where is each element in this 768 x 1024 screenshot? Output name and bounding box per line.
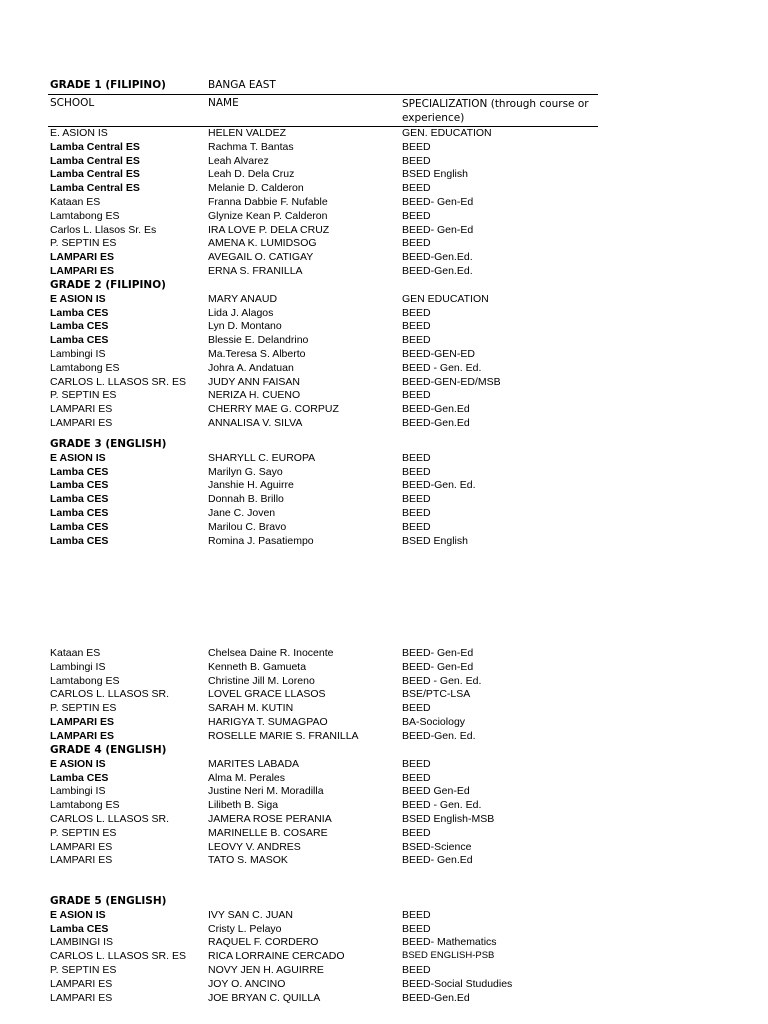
name-cell: RAQUEL F. CORDERO: [208, 936, 319, 949]
school-cell: LAMPARI ES: [50, 854, 113, 867]
school-cell: Lamba Central ES: [50, 168, 140, 181]
specialization-cell: BEED: [402, 908, 431, 921]
table-row: [48, 465, 600, 479]
specialization-cell: BEED-Gen.Ed.: [402, 265, 473, 277]
school-cell: E ASION IS: [50, 908, 106, 921]
specialization-cell: BEED-Gen.Ed: [402, 403, 470, 416]
school-cell: Lamba Central ES: [50, 154, 140, 167]
specialization-cell: BSE/PTC-LSA: [402, 688, 471, 701]
table-row: [48, 478, 600, 492]
name-cell: Lida J. Alagos: [208, 306, 274, 319]
table-row: [48, 674, 600, 688]
name-cell: ANNALISA V. SILVA: [208, 417, 303, 429]
school-cell: Lamba Central ES: [50, 140, 140, 153]
name-cell: NERIZA H. CUENO: [208, 389, 301, 402]
specialization-cell: BEED: [402, 154, 431, 167]
specialization-cell: BEED: [402, 826, 431, 839]
name-cell: Leah D. Dela Cruz: [208, 168, 295, 181]
table-row: [48, 977, 600, 991]
name-cell: HELEN VALDEZ: [208, 127, 286, 139]
specialization-cell: BEED: [402, 964, 431, 976]
table-row: [48, 292, 600, 306]
name-cell: IRA LOVE P. DELA CRUZ: [208, 223, 330, 236]
name-cell: SARAH M. KUTIN: [208, 702, 294, 715]
specialization-cell: BEED-GEN-ED/MSB: [402, 375, 501, 388]
school-cell: Kataan ES: [50, 196, 101, 208]
school-cell: CARLOS L. LLASOS SR.: [50, 813, 170, 825]
table-row: [48, 757, 600, 771]
school-cell: E. ASION IS: [50, 127, 108, 139]
name-cell: Lilibeth B. Siga: [208, 799, 279, 812]
name-cell: Marilou C. Bravo: [208, 520, 287, 533]
name-cell: JOE BRYAN C. QUILLA: [208, 991, 321, 1004]
table-row: [48, 840, 600, 854]
specialization-cell: BEED: [402, 140, 431, 153]
specialization-cell: BSED English: [402, 534, 468, 547]
name-cell: Alma M. Perales: [208, 771, 286, 784]
table-row: [48, 154, 600, 168]
school-cell: P. SEPTIN ES: [50, 964, 117, 976]
specialization-cell: BEED- Gen-Ed: [402, 647, 474, 659]
name-cell: Blessie E. Delandrino: [208, 334, 309, 347]
table-row: [48, 660, 600, 674]
table-row: [48, 347, 600, 361]
school-cell: Lamba CES: [50, 771, 109, 784]
school-cell: Lamba CES: [50, 507, 109, 519]
specialization-cell: BEED- Gen-Ed: [402, 660, 474, 673]
name-cell: JUDY ANN FAISAN: [208, 375, 300, 388]
table-row: [48, 388, 600, 402]
name-cell: SHARYLL C. EUROPA: [208, 451, 316, 464]
name-cell: Lyn D. Montano: [208, 320, 282, 333]
school-cell: Lamba Central ES: [50, 182, 140, 195]
name-cell: Kenneth B. Gamueta: [208, 660, 307, 673]
table-row: [48, 140, 600, 154]
specialization-cell: BSED-Science: [402, 840, 472, 853]
school-cell: LAMBINGI IS: [50, 936, 114, 949]
table-row: [48, 534, 600, 548]
school-cell: Lamba CES: [50, 922, 109, 935]
name-cell: ROSELLE MARIE S. FRANILLA: [208, 729, 359, 742]
table-row: [48, 784, 600, 798]
specialization-cell: BEED: [402, 237, 431, 250]
school-cell: CARLOS L. LLASOS SR. ES: [50, 375, 186, 388]
table-row: [48, 935, 600, 949]
school-cell: Lamba CES: [50, 306, 109, 319]
school-cell: P. SEPTIN ES: [50, 826, 117, 839]
specialization-cell: BSED ENGLISH-PSB: [402, 950, 495, 962]
specialization-cell: BEED: [402, 493, 431, 506]
table-row: [48, 333, 600, 347]
col-specialization-header: SPECIALIZATION (through course or experience): [402, 98, 589, 124]
specialization-cell: BEED - Gen. Ed.: [402, 361, 482, 374]
school-cell: Lamba CES: [50, 520, 109, 533]
name-cell: AMENA K. LUMIDSOG: [208, 237, 317, 250]
specialization-cell: BEED-Gen.Ed.: [402, 251, 473, 264]
table-row: [48, 361, 600, 375]
school-cell: LAMPARI ES: [50, 716, 114, 728]
name-cell: RICA LORRAINE CERCADO: [208, 950, 345, 963]
table-row: [48, 687, 600, 701]
col-school-header: SCHOOL: [50, 97, 95, 109]
specialization-cell: BEED: [402, 922, 431, 935]
school-cell: Lamtabong ES: [50, 799, 120, 812]
column-headers: [48, 94, 598, 127]
specialization-cell: BEED: [402, 334, 431, 347]
grade-heading: [48, 894, 600, 908]
school-cell: LAMPARI ES: [50, 840, 113, 853]
table-row: [48, 520, 600, 534]
school-cell: Lambingi IS: [50, 348, 106, 360]
name-cell: NOVY JEN H. AGUIRRE: [208, 964, 324, 976]
school-cell: Lamba CES: [50, 334, 109, 347]
specialization-cell: BEED-Gen. Ed.: [402, 479, 476, 492]
table-row: [48, 771, 600, 785]
name-cell: CHERRY MAE G. CORPUZ: [208, 403, 339, 416]
school-cell: Lamtabong ES: [50, 209, 120, 222]
table-row: [48, 506, 600, 520]
school-cell: LAMPARI ES: [50, 991, 113, 1004]
name-cell: MARINELLE B. COSARE: [208, 826, 328, 839]
specialization-cell: BSED English-MSB: [402, 813, 495, 825]
school-cell: P. SEPTIN ES: [50, 237, 117, 250]
specialization-cell: BEED: [402, 757, 431, 770]
name-cell: Janshie H. Aguirre: [208, 479, 294, 492]
school-cell: Lamtabong ES: [50, 361, 120, 374]
school-cell: Kataan ES: [50, 647, 101, 659]
grade-heading: [48, 743, 600, 757]
grade-heading: [48, 278, 600, 292]
name-cell: HARIGYA T. SUMAGPAO: [208, 716, 328, 728]
school-cell: P. SEPTIN ES: [50, 702, 117, 715]
table-row: [48, 416, 600, 430]
table-row: [48, 126, 600, 140]
specialization-cell: BEED-Social Stududies: [402, 977, 513, 990]
table-row: [48, 195, 600, 209]
school-cell: CARLOS L. LLASOS SR. ES: [50, 950, 186, 963]
specialization-cell: GEN. EDUCATION: [402, 127, 492, 139]
table-row: [48, 812, 600, 826]
grade-heading-text: GRADE 2 (FILIPINO): [50, 279, 166, 291]
table-row: [48, 949, 600, 963]
name-cell: Melanie D. Calderon: [208, 182, 304, 195]
table-row: [48, 375, 600, 389]
school-cell: Lambingi IS: [50, 660, 106, 673]
name-cell: JOY O. ANCINO: [208, 977, 286, 990]
grade-title: GRADE 1 (FILIPINO): [50, 79, 166, 91]
table-row: [48, 492, 600, 506]
school-cell: LAMPARI ES: [50, 251, 114, 264]
name-cell: TATO S. MASOK: [208, 854, 288, 867]
name-cell: LOVEL GRACE LLASOS: [208, 688, 326, 701]
table-row: [48, 209, 600, 223]
grade-heading: [48, 437, 600, 451]
specialization-cell: BEED: [402, 507, 431, 519]
table-row: [48, 853, 600, 867]
table-row: [48, 991, 600, 1005]
name-cell: Leah Alvarez: [208, 154, 269, 167]
name-cell: Franna Dabbie F. Nufable: [208, 196, 328, 208]
name-cell: Johra A. Andatuan: [208, 361, 294, 374]
name-cell: Donnah B. Brillo: [208, 493, 284, 506]
name-cell: IVY SAN C. JUAN: [208, 908, 293, 921]
name-cell: MARITES LABADA: [208, 757, 300, 770]
school-cell: P. SEPTIN ES: [50, 389, 117, 402]
specialization-cell: BEED- Gen-Ed: [402, 223, 474, 236]
name-cell: Ma.Teresa S. Alberto: [208, 348, 306, 360]
name-cell: AVEGAIL O. CATIGAY: [208, 251, 314, 264]
specialization-cell: BEED: [402, 451, 431, 464]
specialization-cell: BEED Gen-Ed: [402, 785, 470, 798]
school-cell: Lamba CES: [50, 465, 109, 478]
specialization-cell: BEED- Gen-Ed: [402, 196, 474, 208]
specialization-cell: BEED: [402, 771, 431, 784]
table-row: [48, 646, 600, 660]
specialization-cell: BEED- Gen.Ed: [402, 854, 473, 867]
specialization-cell: BEED - Gen. Ed.: [402, 799, 482, 812]
name-cell: Romina J. Pasatiempo: [208, 534, 314, 547]
specialization-cell: BEED: [402, 209, 431, 222]
name-cell: Rachma T. Bantas: [208, 140, 294, 153]
school-cell: Lamtabong ES: [50, 674, 120, 687]
table-row: [48, 223, 600, 237]
specialization-cell: BEED - Gen. Ed.: [402, 674, 482, 687]
name-cell: Jane C. Joven: [208, 507, 276, 519]
table-row: [48, 264, 600, 278]
name-cell: JAMERA ROSE PERANIA: [208, 813, 332, 825]
specialization-cell: BEED: [402, 465, 431, 478]
table-row: [48, 908, 600, 922]
school-cell: Lamba CES: [50, 479, 109, 492]
school-cell: Lambingi IS: [50, 785, 106, 798]
table-row: [48, 181, 600, 195]
school-cell: Lamba CES: [50, 320, 109, 333]
specialization-cell: GEN EDUCATION: [402, 292, 489, 305]
specialization-cell: BEED-Gen. Ed.: [402, 729, 476, 742]
name-cell: LEOVY V. ANDRES: [208, 840, 301, 853]
name-cell: MARY ANAUD: [208, 292, 278, 305]
table-row: [48, 701, 600, 715]
table-row: [48, 451, 600, 465]
table-row: [48, 922, 600, 936]
specialization-cell: BEED: [402, 306, 431, 319]
grade-heading-text: GRADE 3 (ENGLISH): [50, 438, 167, 450]
school-cell: LAMPARI ES: [50, 403, 113, 416]
specialization-cell: BEED: [402, 389, 431, 402]
school-cell: E ASION IS: [50, 292, 106, 305]
name-cell: Glynize Kean P. Calderon: [208, 209, 328, 222]
grade-heading-text: GRADE 4 (ENGLISH): [50, 744, 167, 756]
name-cell: Marilyn G. Sayo: [208, 465, 283, 478]
name-cell: Christine Jill M. Loreno: [208, 674, 315, 687]
specialization-cell: BEED: [402, 702, 431, 715]
school-cell: CARLOS L. LLASOS SR.: [50, 688, 170, 701]
specialization-cell: BEED: [402, 520, 431, 533]
name-cell: Chelsea Daine R. Inocente: [208, 647, 334, 659]
specialization-cell: BEED-Gen.Ed: [402, 417, 470, 429]
school-cell: LAMPARI ES: [50, 977, 113, 990]
school-cell: LAMPARI ES: [50, 417, 113, 429]
specialization-cell: BSED English: [402, 168, 468, 181]
school-cell: E ASION IS: [50, 757, 106, 770]
specialization-cell: BEED: [402, 182, 431, 195]
specialization-cell: BEED-GEN-ED: [402, 348, 475, 360]
table-row: [48, 798, 600, 812]
table-row: [48, 402, 600, 416]
table-row: [48, 826, 600, 840]
specialization-cell: BEED: [402, 320, 431, 333]
specialization-cell: BA-Sociology: [402, 716, 466, 728]
name-cell: Justine Neri M. Moradilla: [208, 785, 324, 798]
school-cell: LAMPARI ES: [50, 265, 114, 277]
school-cell: E ASION IS: [50, 451, 106, 464]
table-row: [48, 963, 600, 977]
school-cell: Lamba CES: [50, 493, 109, 506]
school-cell: LAMPARI ES: [50, 729, 114, 742]
school-cell: Lamba CES: [50, 534, 109, 547]
title-row: [48, 78, 600, 92]
table-row: [48, 167, 600, 181]
table-row: [48, 715, 600, 729]
table-row: [48, 250, 600, 264]
name-cell: Cristy L. Pelayo: [208, 922, 282, 935]
district-name: BANGA EAST: [208, 79, 276, 91]
school-cell: Carlos L. Llasos Sr. Es: [50, 223, 157, 236]
table-row: [48, 729, 600, 743]
grade-heading-text: GRADE 5 (ENGLISH): [50, 895, 167, 907]
name-cell: ERNA S. FRANILLA: [208, 265, 303, 277]
table-row: [48, 319, 600, 333]
table-row: [48, 236, 600, 250]
specialization-cell: BEED-Gen.Ed: [402, 991, 470, 1004]
specialization-cell: BEED- Mathematics: [402, 936, 497, 949]
table-row: [48, 306, 600, 320]
col-name-header: NAME: [208, 97, 239, 109]
